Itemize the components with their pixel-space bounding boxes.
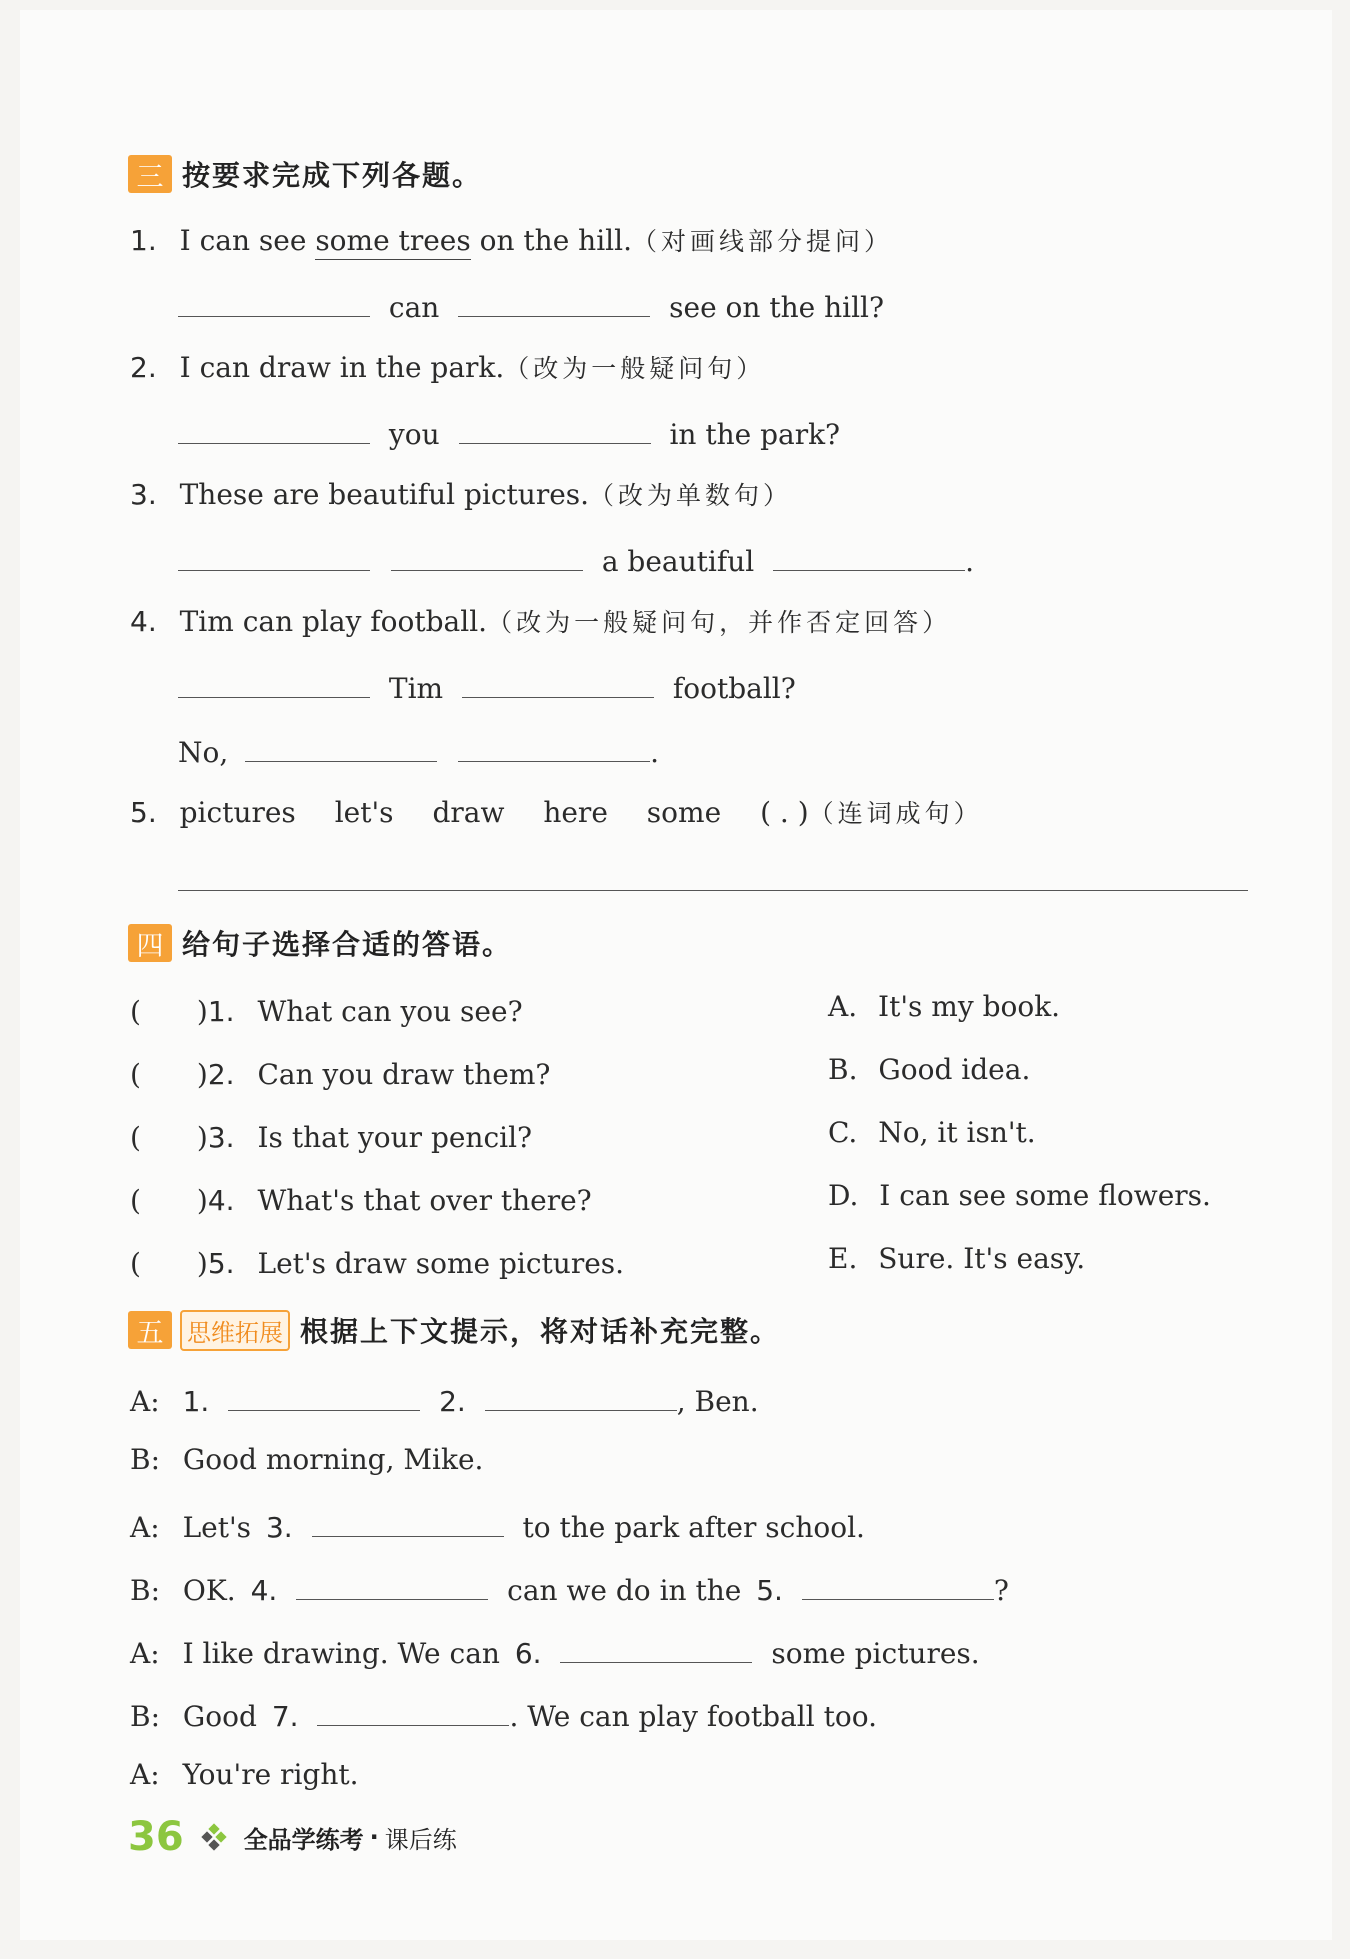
matching-option: E. Sure. It's easy. <box>828 1242 1086 1275</box>
s3-q5: 5. pictures let's draw here some ( . )（连词成句） <box>130 796 983 829</box>
answer-blank[interactable] <box>317 1695 509 1726</box>
answer-blank[interactable] <box>228 1380 420 1411</box>
s3-q4-answer: Tim football? <box>178 667 796 705</box>
section-3-badge: 三 <box>128 155 172 193</box>
answer-blank[interactable] <box>178 667 370 698</box>
answer-blank[interactable] <box>178 286 370 317</box>
page-number: 36 <box>128 1814 184 1860</box>
section-5-header <box>128 1310 780 1350</box>
answer-blank[interactable] <box>312 1506 504 1537</box>
answer-blank[interactable] <box>178 540 370 571</box>
s3-q3: 3. These are beautiful pictures.（改为单数句） <box>130 478 793 511</box>
answer-blank[interactable] <box>459 413 651 444</box>
dialogue-line-4: B: OK. 4. can we do in the 5. ? <box>130 1569 1009 1607</box>
dialogue-line-6: B: Good 7. . We can play football too. <box>130 1695 877 1733</box>
matching-question: ( )3. Is that your pencil? <box>130 1121 533 1154</box>
section-5-badge: 五 <box>128 1311 172 1349</box>
answer-blank[interactable] <box>462 667 654 698</box>
answer-blank[interactable] <box>560 1632 752 1663</box>
answer-blank[interactable] <box>458 731 650 762</box>
section-5-tag: 思维拓展 <box>180 1310 290 1351</box>
section-3-header <box>128 154 482 194</box>
dialogue-line-5: A: I like drawing. We can 6. some pictures. <box>130 1632 980 1670</box>
s3-q5-answer-line[interactable] <box>178 888 1248 891</box>
page-footer: 36 全品学练考 · 课后练 <box>128 1814 457 1860</box>
matching-option: B. Good idea. <box>828 1053 1031 1086</box>
answer-blank[interactable] <box>802 1569 994 1600</box>
section-4-header <box>128 923 512 963</box>
matching-option: D. I can see some flowers. <box>828 1179 1211 1212</box>
answer-blank[interactable] <box>458 286 650 317</box>
dialogue-line-2: B: Good morning, Mike. <box>130 1443 484 1476</box>
s3-q4: 4. Tim can play football.（改为一般疑问句，并作否定回答） <box>130 605 952 638</box>
answer-blank[interactable] <box>245 731 437 762</box>
dialogue-line-7: A: You're right. <box>130 1758 359 1791</box>
answer-blank[interactable] <box>391 540 583 571</box>
section-4-badge: 四 <box>128 924 172 962</box>
answer-blank[interactable] <box>773 540 965 571</box>
dialogue-line-3: A: Let's 3. to the park after school. <box>130 1506 865 1544</box>
answer-blank[interactable] <box>178 413 370 444</box>
section-3-title: 按要求完成下列各题。 <box>182 159 483 192</box>
s3-q3-answer: a beautiful . <box>178 540 974 578</box>
answer-blank[interactable] <box>485 1380 677 1411</box>
brand-subtitle: 课后练 <box>384 1825 457 1854</box>
matching-question: ( )1. What can you see? <box>130 995 523 1028</box>
matching-option: C. No, it isn't. <box>828 1116 1036 1149</box>
s3-q1-answer: can see on the hill? <box>178 286 884 324</box>
s3-q4-short-answer: No, . <box>178 731 659 769</box>
section-4-title: 给句子选择合适的答语。 <box>182 928 513 961</box>
dialogue-line-1: A: 1. 2. , Ben. <box>130 1380 759 1418</box>
brand-name: 全品学练考 <box>243 1825 364 1854</box>
matching-question: ( )5. Let's draw some pictures. <box>130 1247 625 1280</box>
answer-blank[interactable] <box>296 1569 488 1600</box>
matching-option: A. It's my book. <box>828 990 1061 1023</box>
s3-q2-answer: you in the park? <box>178 413 840 451</box>
matching-question: ( )2. Can you draw them? <box>130 1058 551 1091</box>
diamond-cluster-icon <box>200 1823 228 1851</box>
s3-q1: 1. I can see some trees on the hill.（对画线部分提问） <box>130 222 893 258</box>
s3-q2: 2. I can draw in the park.（改为一般疑问句） <box>130 351 766 384</box>
section-5-title: 根据上下文提示，将对话补充完整。 <box>300 1315 781 1348</box>
matching-question: ( )4. What's that over there? <box>130 1184 592 1217</box>
underlined-phrase: some trees <box>315 224 470 260</box>
